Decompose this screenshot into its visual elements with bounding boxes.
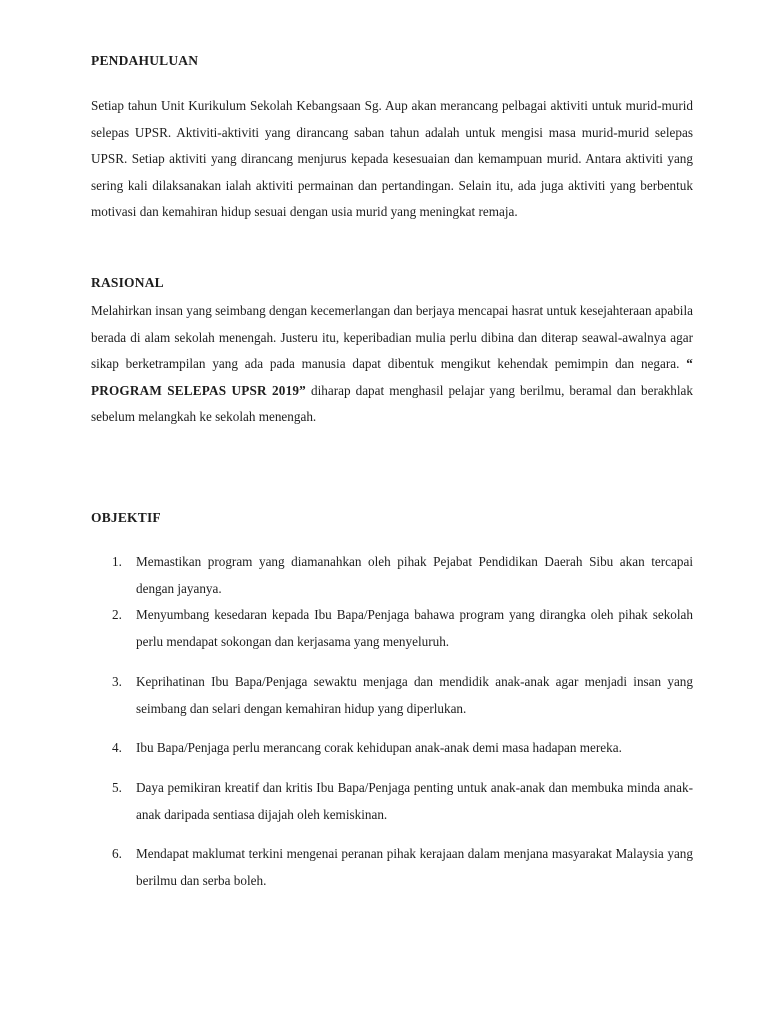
paragraph-pendahuluan: Setiap tahun Unit Kurikulum Sekolah Kebangsaan Sg. Aup akan merancang pelbagai aktiviti untuk murid-murid selepas UPSR. Aktiviti-aktiviti yang dirancang saban tahun adalah untuk mengisi masa murid-murid selepas UPSR. Setiap aktiviti yang dirancang menjurus kepada kesesuaian dan kemampuan murid. Antara aktiviti yang sering kali dilaksanakan ialah aktiviti permainan dan pertandingan. Selain itu, ada juga aktiviti yang berbentuk motivasi dan kemahiran hidup sesuai dengan usia murid yang meningkat remaja.	[91, 98, 693, 219]
paragraph-rasional	[91, 298, 693, 431]
item-number: 1.	[112, 554, 122, 569]
item-number: 5.	[112, 780, 122, 795]
heading-objektif: OBJEKTIF	[91, 510, 161, 525]
objektif-item-6	[91, 841, 693, 894]
rasional-text-after: diharap dapat menghasil pelajar yang berilmu, beramal dan berakhlak sebelum melangkah ke sekolah menengah.	[91, 382, 693, 424]
item-text: Menyumbang kesedaran kepada Ibu Bapa/Penjaga bahawa program yang dirangka oleh pihak sekolah perlu mendapat sokongan dan kerjasama yang menyeluruh.	[136, 607, 693, 649]
program-name: “ PROGRAM SELEPAS UPSR 2019”	[91, 356, 693, 398]
item-text: Ibu Bapa/Penjaga perlu merancang corak kehidupan anak-anak demi masa hadapan mereka.	[136, 740, 622, 755]
item-number: 3.	[112, 674, 122, 689]
item-text: Memastikan program yang diamanahkan oleh pihak Pejabat Pendidikan Daerah Sibu akan tercapai dengan jayanya.	[136, 554, 693, 596]
heading-pendahuluan: PENDAHULUAN	[91, 53, 199, 68]
item-text: Mendapat maklumat terkini mengenai peranan pihak kerajaan dalam menjana masyarakat Malaysia yang berilmu dan serba boleh.	[136, 846, 693, 888]
objektif-item-4	[91, 735, 693, 762]
objektif-item-1	[91, 549, 693, 602]
objektif-item-3	[91, 669, 693, 722]
item-number: 2.	[112, 607, 122, 622]
objektif-item-2	[91, 602, 693, 655]
heading-rasional: RASIONAL	[91, 275, 164, 290]
item-number: 4.	[112, 740, 122, 755]
item-text: Daya pemikiran kreatif dan kritis Ibu Bapa/Penjaga penting untuk anak-anak dan membuka minda anak-anak daripada sentiasa dijajah oleh kemiskinan.	[136, 780, 693, 822]
item-number: 6.	[112, 846, 122, 861]
item-text: Keprihatinan Ibu Bapa/Penjaga sewaktu menjaga dan mendidik anak-anak agar menjadi insan yang seimbang dan selari dengan kemahiran hidup yang diperlukan.	[136, 674, 693, 716]
objektif-item-5	[91, 775, 693, 828]
rasional-text-before: Melahirkan insan yang seimbang dengan kecemerlangan dan berjaya mencapai hasrat untuk kesejahteraan apabila berada di alam sekolah menengah. Justeru itu, keperibadian mulia perlu dibina dan diterap seawal-awalnya agar sikap berketrampilan yang ada pada manusia dapat dibentuk mengikut kehendak pemimpin dan negara.	[91, 303, 693, 371]
